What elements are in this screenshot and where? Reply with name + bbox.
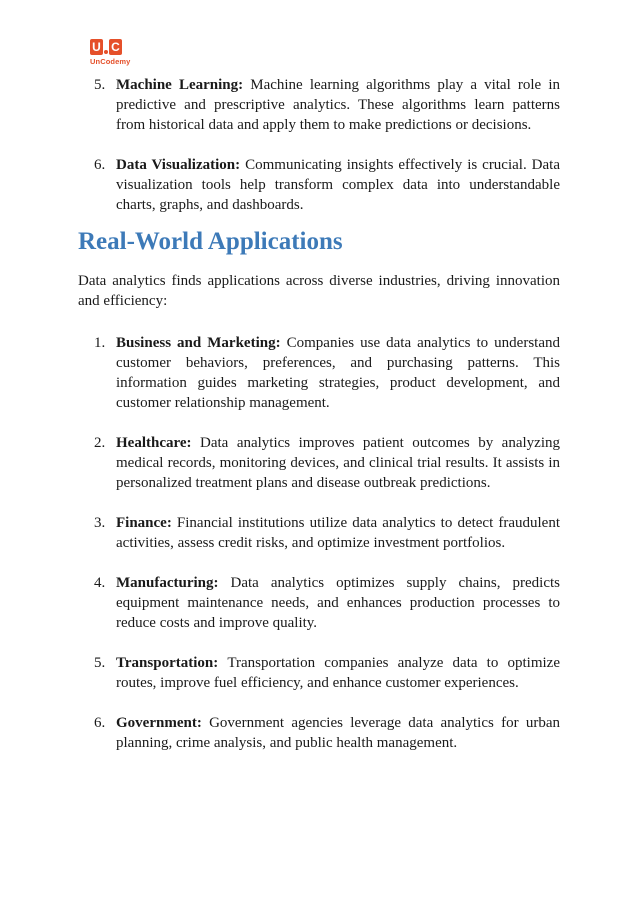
logo-letter-u: U (90, 39, 103, 55)
item-title: Machine Learning: (116, 77, 251, 93)
list-item (78, 433, 560, 493)
item-title: Healthcare: (116, 435, 201, 451)
list-item (78, 653, 560, 693)
list-item (78, 75, 560, 135)
list-item (78, 573, 560, 633)
logo-dot (104, 50, 108, 54)
item-title: Manufacturing: (116, 575, 231, 591)
item-title: Government: (116, 715, 210, 731)
item-number: 3. (94, 515, 106, 531)
list-item (78, 333, 560, 413)
item-number: 2. (94, 435, 106, 451)
list-top (78, 75, 560, 215)
logo-mark (90, 38, 130, 56)
item-title: Transportation: (116, 655, 228, 671)
logo-letter-c: C (109, 39, 122, 55)
uncodemy-logo (90, 38, 130, 68)
item-text: Data analytics improves patient outcomes by analyzing medical records, monitoring devices, and clinical trial results. It assists in personalized treatment plans and disease outbreak predictions. (116, 435, 560, 491)
item-text: Financial institutions utilize data analytics to detect fraudulent activities, assess credit risks, and optimize investment portfolios. (116, 515, 560, 551)
section-intro: Data analytics finds applications across diverse industries, driving innovation and efficiency: (78, 273, 560, 309)
item-number: 4. (94, 575, 106, 591)
item-text: Machine learning algorithms play a vital role in predictive and prescriptive analytics. These algorithms learn patterns from historical data and apply them to make predictions or decisions. (116, 77, 560, 133)
item-number: 5. (94, 77, 106, 93)
list-item (78, 155, 560, 215)
item-text: Companies use data analytics to understand customer behaviors, preferences, and purchasing patterns. This information guides marketing strategies, product development, and customer relationship management. (116, 335, 560, 411)
item-number: 6. (94, 157, 106, 173)
item-text: Government agencies leverage data analytics for urban planning, crime analysis, and public health management. (116, 715, 560, 751)
item-text: Data analytics optimizes supply chains, predicts equipment maintenance needs, and enhances production processes to reduce costs and improve quality. (116, 575, 560, 631)
document-body (78, 75, 560, 773)
item-title: Business and Marketing: (116, 335, 287, 351)
list-item (78, 513, 560, 553)
item-text: Communicating insights effectively is crucial. Data visualization tools help transform complex data into understandable charts, graphs, and dashboards. (116, 157, 560, 213)
item-title: Finance: (116, 515, 177, 531)
applications-list (78, 333, 560, 753)
logo-name: UnCodemy (90, 57, 131, 66)
section-heading: Real-World Applications (78, 228, 343, 255)
item-title: Data Visualization: (116, 157, 246, 173)
item-number: 5. (94, 655, 106, 671)
item-text: Transportation companies analyze data to optimize routes, improve fuel efficiency, and enhance customer experiences. (116, 655, 560, 691)
list-item (78, 713, 560, 753)
item-number: 6. (94, 715, 106, 731)
item-number: 1. (94, 335, 106, 351)
